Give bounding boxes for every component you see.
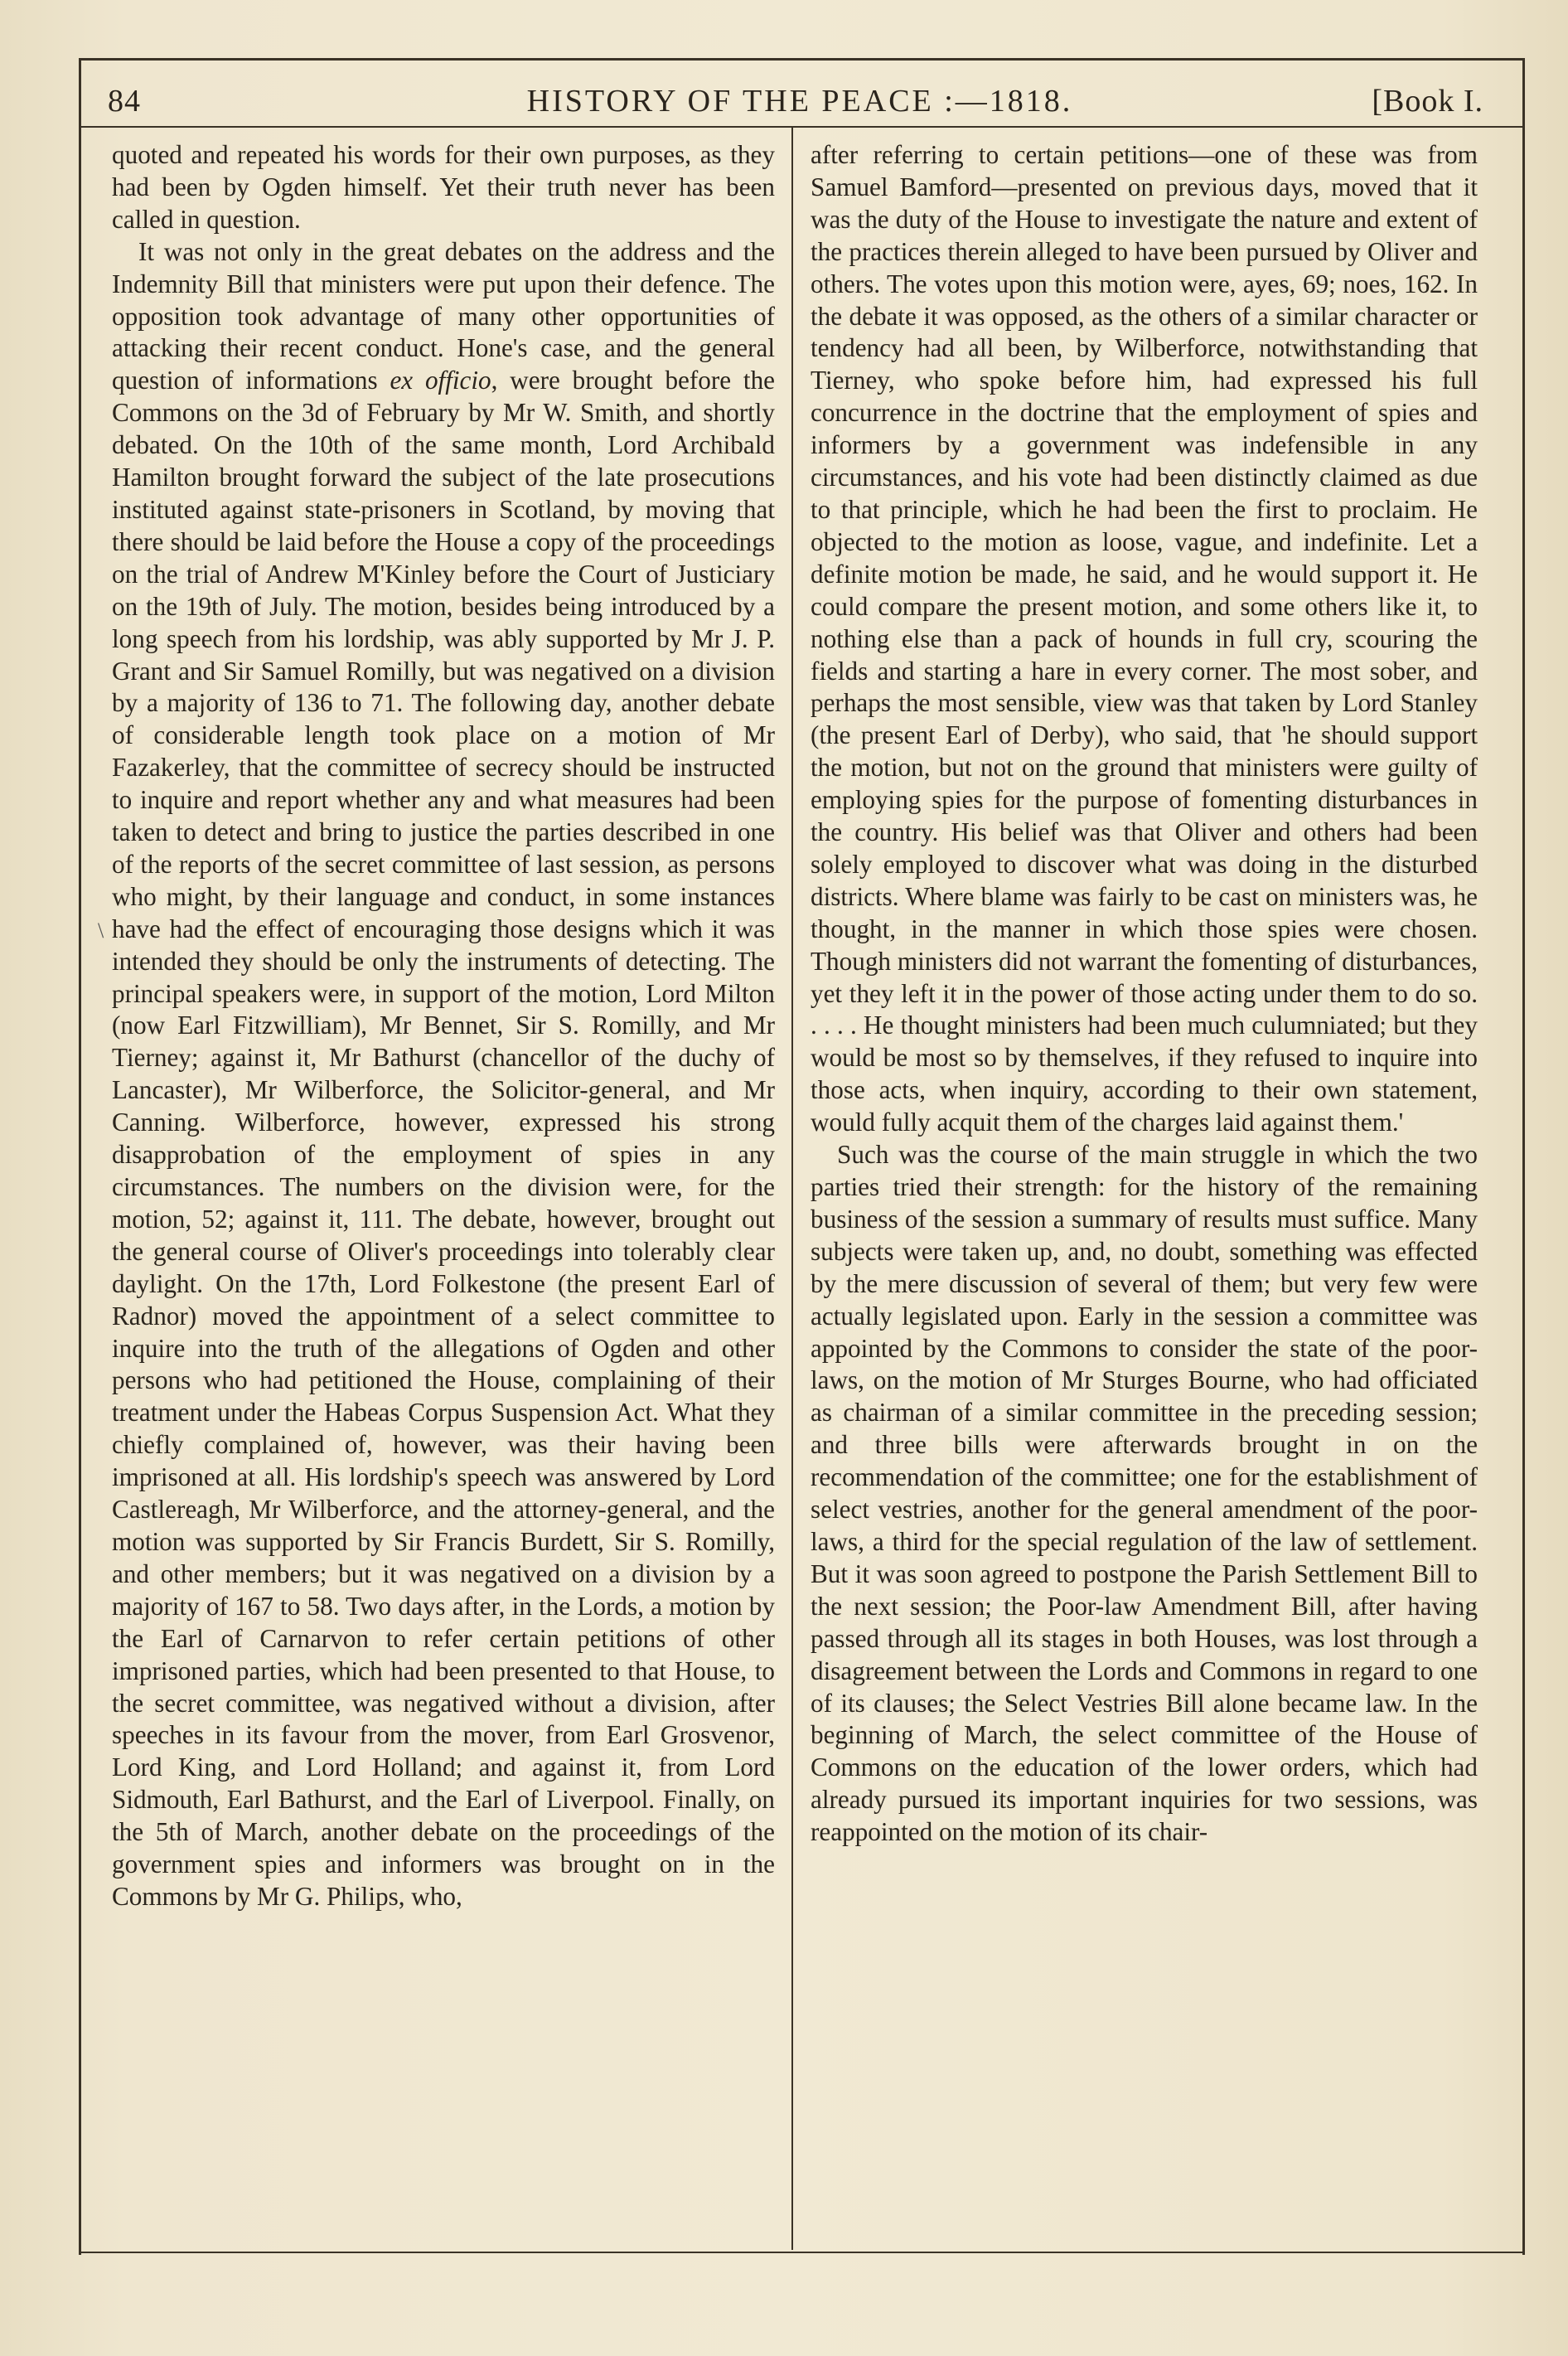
- book-label: [Book I.: [1372, 84, 1483, 119]
- frame-bottom-rule: [79, 2252, 1525, 2253]
- left-column: [112, 139, 775, 1913]
- italic-phrase: ex officio: [390, 366, 491, 395]
- paragraph: after referring to certain petitions—one of these was from Samuel Bamford—presented on previous days, moved that it was the duty of the House to investigate the nature and extent of the practices therein alleged to have been pursued by Oliver and others. The votes upon this motion were, ayes, 69; noes, 162. In the debate it was opposed, as the others of a similar character or tendency had all been, by Wilberforce, notwithstanding that Tierney, who spoke before him, had expressed his full concurrence in the doctrine that the employment of spies and informers by a government was indefensible in any circumstances, and his vote had been distinctly claimed as due to that principle, which he had been the first to proclaim. He objected to the motion as loose, vague, and indefinite. Let a definite motion be made, he said, and he would support it. He could compare the present motion, and some others like it, to nothing else than a pack of hounds in full cry, scouring the fields and starting a hare in every corner. The most sober, and perhaps the most sensible, view was that taken by Lord Stanley (the present Earl of Derby), who said, that 'he should support the motion, but not on the ground that ministers were guilty of employing spies for the purpose of fomenting disturbances in the country. His belief was that Oliver and others had been solely employed to discover what was doing in the disturbed districts. Where blame was fairly to be cast on ministers was, he thought, in the manner in which those spies were chosen. Though ministers did not warrant the fomenting of disturbances, yet they left it in the power of those acting under them to do so. . . . . He thought ministers had been much culumniated; but they would be most so by themselves, if they refused to inquire into those acts, when inquiry, according to their own statement, would fully acquit them of the charges laid against them.': [811, 140, 1478, 1137]
- frame-top-rule: [79, 58, 1525, 61]
- running-title: HISTORY OF THE PEACE :—1818.: [526, 84, 1073, 119]
- frame-right-rule: [1522, 58, 1525, 2255]
- header-rule: [79, 126, 1525, 128]
- right-column: [811, 139, 1478, 1849]
- frame-left-rule: [79, 58, 81, 2255]
- page-number: 84: [108, 84, 141, 119]
- text-run: It was not only in the great debates on the address and the Indemnity Bill that ministers were put upon their defence. The opposition took advantage of many other opportunities of attacking their recent conduct. Hone's case, and the general question of informations: [112, 236, 775, 395]
- text-run: , were brought before the Commons on the 3d of February by Mr W. Smith, and shortly debated. On the 10th of the same month, Lord Archibald Hamilton brought forward the subject of the late prosecutions instituted against state-prisoners in Scotland, by moving that there should be laid before the House a copy of the proceedings on the trial of Andrew M'Kinley before the Court of Justiciary on the 19th of July. The motion, besides being introduced by a long speech from his lordship, was ably supported by Mr J. P. Grant and Sir Samuel Romilly, but was negatived on a division by a majority of 136 to 71. The following day, another debate of considerable length took place on a motion of Mr Fazakerley, that the committee of secrecy should be instructed to inquire and report whether any and what measures had been taken to detect and bring to justice the parties described in one of the reports of the secret committee of last session, as persons who might, by their language and conduct, in some instances have had the effect of encouraging those designs which it was intended they should be only the instruments of detecting. The principal speakers were, in support of the motion, Lord Milton (now Earl Fitzwilliam), Mr Bennet, Sir S. Romilly, and Mr Tierney; against it, Mr Bathurst (chancellor of the duchy of Lancaster), Mr Wilberforce, the Solicitor-general, and Mr Canning. Wilberforce, however, expressed his strong disapprobation of the employment of spies in any circumstances. The numbers on the division were, for the motion, 52; against it, 111. The debate, however, brought out the general course of Oliver's proceedings into tolerably clear daylight. On the 17th, Lord Folkestone (the present Earl of Radnor) moved the appointment of a select committee to inquire into the truth of the allegations of Ogden and other persons who had petitioned the House, complaining of their treatment under the Habeas Corpus Suspension Act. What they chiefly complained of, however, was their having been imprisoned at all. His lordship's speech was answered by Lord Castlereagh, Mr Wilberforce, and the attorney-general, and the motion was supported by Sir Francis Burdett, Sir S. Romilly, and other members; but it was negatived on a division by a majority of 167 to 58. Two days after, in the Lords, a motion by the Earl of Carnarvon to refer certain petitions of other imprisoned parties, which had been presented to that House, to the secret committee, was negatived without a division, after speeches in its favour from the mover, from Earl Grosvenor, Lord King, and Lord Holland; and against it, from Lord Sidmouth, Earl Bathurst, and the Earl of Liverpool. Finally, on the 5th of March, another debate on the proceedings of the government spies and informers was brought on in the Commons by Mr G. Philips, who,: [112, 366, 776, 1911]
- paragraph: [112, 236, 775, 1913]
- paragraph: Such was the course of the main struggle in which the two parties tried their strength: for the history of the remaining business of the session a summary of results must suffice. Many subjects were taken up, and, no doubt, something was effected by the mere discussion of several of them; but very few were actually legislated upon. Early in the session a committee was appointed by the Commons to consider the state of the poor-laws, on the motion of Mr Sturges Bourne, who had officiated as chairman of a similar committee in the preceding session; and three bills were afterwards brought in on the recommendation of the committee; one for the establishment of select vestries, another for the general amendment of the poor-laws, a third for the special regulation of the law of settlement. But it was soon agreed to postpone the Parish Settlement Bill to the next session; the Poor-law Amendment Bill, after having passed through all its stages in both Houses, was lost through a disagreement between the Lords and Commons in regard to one of its clauses; the Select Vestries Bill alone became law. In the beginning of March, the select committee of the House of Commons on the education of the lower orders, which had already pursued its important inquiries for two sessions, was reappointed on the motion of its chair-: [811, 1140, 1478, 1847]
- running-header: [91, 76, 1508, 126]
- margin-mark: \: [98, 919, 104, 943]
- paragraph: quoted and repeated his words for their own purposes, as they had been by Ogden himself. Yet their truth never has been called in question.: [112, 140, 775, 234]
- column-divider: [791, 128, 793, 2250]
